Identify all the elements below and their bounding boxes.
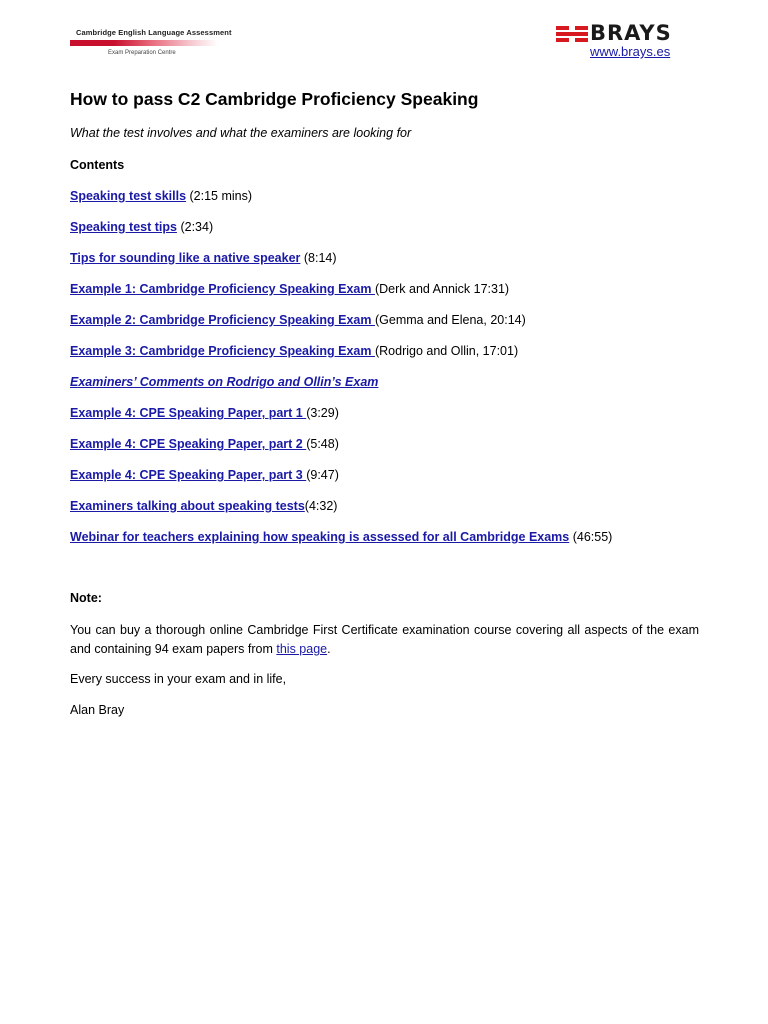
toc-item	[70, 220, 213, 234]
toc-link-webinar-for-teachers[interactable]: Webinar for teachers explaining how speaking is assessed for all Cambridge Exams	[70, 530, 570, 544]
contents-heading: Contents	[70, 158, 125, 172]
toc-duration: (3:29)	[306, 406, 339, 420]
toc-link-examiners-comments[interactable]: Examiners’ Comments on Rodrigo and Ollin’s Exam	[70, 375, 379, 389]
toc-duration: (46:55)	[569, 530, 613, 544]
toc-item	[70, 313, 526, 327]
cambridge-logo	[70, 26, 232, 60]
toc-duration: (5:48)	[306, 437, 339, 451]
signature: Alan Bray	[70, 703, 125, 717]
note-paragraph	[70, 621, 699, 659]
toc-link-speaking-test-tips[interactable]: Speaking test tips	[70, 220, 177, 234]
page-subtitle: What the test involves and what the examiners are looking for	[70, 126, 412, 140]
toc-item	[70, 375, 378, 389]
toc-item	[70, 437, 339, 451]
toc-duration: (Rodrigo and Ollin, 17:01)	[374, 344, 519, 358]
toc-link-speaking-test-skills[interactable]: Speaking test skills	[70, 189, 187, 203]
toc-duration: (9:47)	[306, 468, 339, 482]
toc-duration: (Gemma and Elena, 20:14)	[374, 313, 526, 327]
this-page-link[interactable]: this page	[276, 642, 328, 656]
toc-link-native-speaker-tips[interactable]: Tips for sounding like a native speaker	[70, 251, 301, 265]
toc-link-example-1[interactable]: Example 1: Cambridge Proficiency Speaking Exam	[70, 282, 375, 296]
note-heading: Note:	[70, 591, 102, 605]
toc-item	[70, 530, 612, 544]
toc-item	[70, 189, 252, 203]
toc-duration: (2:15 mins)	[186, 189, 253, 203]
note-text-end: .	[327, 642, 331, 656]
toc-duration: (2:34)	[176, 220, 214, 234]
toc-link-examiners-talking[interactable]: Examiners talking about speaking tests	[70, 499, 305, 513]
toc-item	[70, 282, 509, 296]
toc-item	[70, 406, 339, 420]
toc-item	[70, 468, 339, 482]
toc-link-example-4-part-1[interactable]: Example 4: CPE Speaking Paper, part 1	[70, 406, 307, 420]
toc-item	[70, 344, 518, 358]
cambridge-logo-bar	[70, 40, 218, 46]
cambridge-logo-title: Cambridge English Language Assessment	[76, 28, 232, 37]
toc-link-example-4-part-3[interactable]: Example 4: CPE Speaking Paper, part 3	[70, 468, 307, 482]
toc-duration: (8:14)	[300, 251, 337, 265]
brays-flag-icon	[556, 26, 588, 42]
cambridge-logo-subtitle: Exam Preparation Centre	[108, 50, 176, 56]
toc-link-example-2[interactable]: Example 2: Cambridge Proficiency Speaking Exam	[70, 313, 375, 327]
toc-item	[70, 499, 337, 513]
toc-link-example-4-part-2[interactable]: Example 4: CPE Speaking Paper, part 2	[70, 437, 307, 451]
toc-link-example-3[interactable]: Example 3: Cambridge Proficiency Speaking Exam	[70, 344, 375, 358]
toc-item	[70, 251, 337, 265]
page-title: How to pass C2 Cambridge Proficiency Speaking	[70, 89, 479, 109]
brays-logo	[556, 21, 706, 46]
toc-duration: (4:32)	[304, 499, 338, 513]
note-text: You can buy a thorough online Cambridge First Certificate examination course covering all aspects of the exam and containing 94 exam papers from	[70, 623, 699, 656]
brays-logo-word: BRAYS	[590, 21, 672, 45]
toc-duration: (Derk and Annick 17:31)	[374, 282, 510, 296]
brays-website-link[interactable]: www.brays.es	[590, 44, 671, 59]
closing-line: Every success in your exam and in life,	[70, 672, 287, 686]
